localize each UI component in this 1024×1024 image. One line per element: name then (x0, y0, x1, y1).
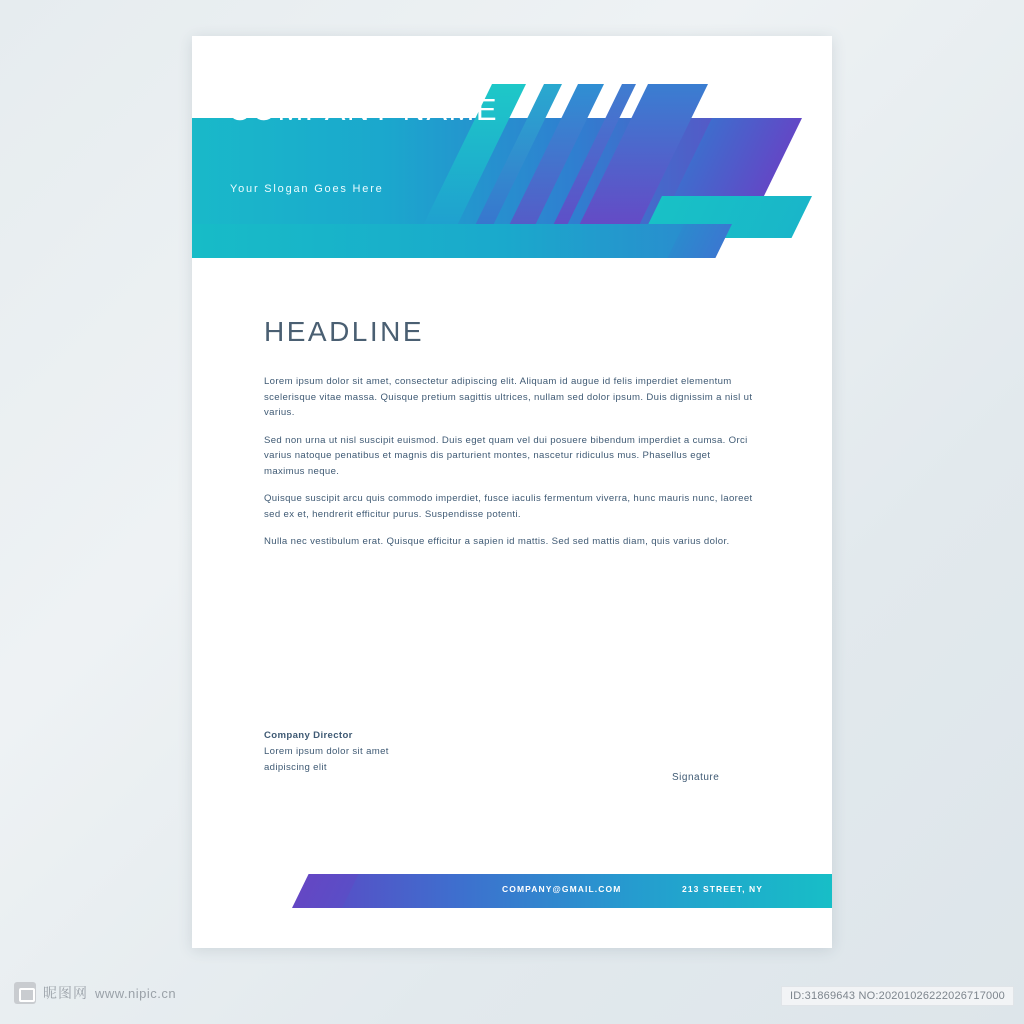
body-paragraph: Quisque suscipit arcu quis commodo imperdiet, fusce iaculis fermentum viverra, hunc mauris nunc, laoreet sed ex et, hendrerit efficitur purus. Suspendisse potenti. (264, 493, 753, 520)
signer-line-2: adipiscing elit (264, 762, 327, 773)
page-footer (192, 874, 832, 908)
asset-id-badge: ID:31869643 NO:20201026222026717000 (781, 986, 1014, 1006)
signature-block (264, 728, 389, 776)
body-copy (264, 374, 754, 562)
footer-address: 213 STREET, NY (682, 884, 764, 894)
watermark-site-url: www.nipic.cn (95, 985, 177, 1001)
header-slogan-band (192, 224, 712, 258)
watermark (14, 982, 176, 1004)
signer-line-1: Lorem ipsum dolor sit amet (264, 746, 389, 757)
signer-role: Company Director (264, 730, 353, 741)
company-slogan: Your Slogan Goes Here (230, 183, 384, 195)
watermark-logo-icon (14, 982, 36, 1004)
watermark-site-name: 昵图网 (43, 985, 88, 1001)
signature-label: Signature (672, 772, 720, 783)
company-name: COMPANY NAME (228, 92, 499, 127)
body-paragraph: Lorem ipsum dolor sit amet, consectetur adipiscing elit. Aliquam id augue id felis imperdiet elementum scelerisque vitae massa. Quisque pretium sagittis ultrices, nullam sed dolor ipsum. Duis dignissim a nisl ut varius. (264, 376, 753, 418)
body-paragraph: Sed non urna ut nisl suscipit euismod. Duis eget quam vel dui posuere bibendum imperdiet a cumsa. Orci varius natoque penatibus et magnis dis parturient montes, nascetur ridiculus mus. Phasellus eget maximus neque. (264, 434, 748, 477)
page-title: HEADLINE (264, 316, 425, 347)
body-paragraph: Nulla nec vestibulum erat. Quisque efficitur a sapien id mattis. Sed sed mattis diam, quis varius dolor. (264, 536, 730, 547)
footer-email: COMPANY@GMAIL.COM (502, 884, 622, 894)
letterhead-page (192, 36, 832, 948)
